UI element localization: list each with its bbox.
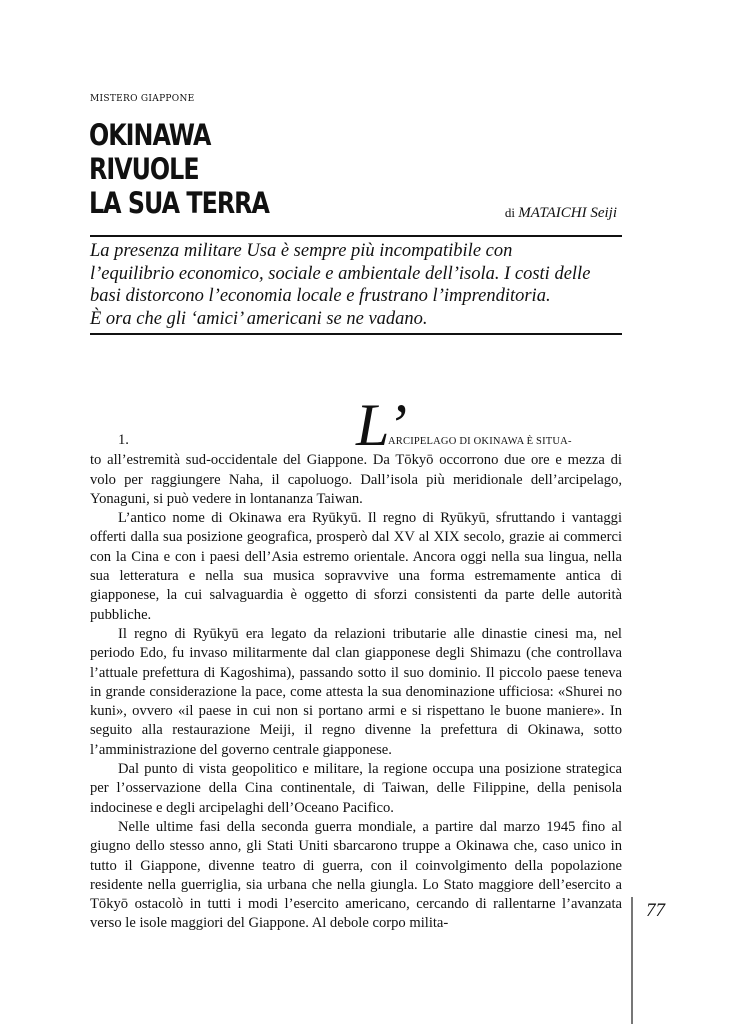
title-line-3: LA SUA TERRA <box>89 186 269 220</box>
lede-line: La presenza militare Usa è sempre più incompatibile con <box>90 241 513 261</box>
section-number: 1. <box>118 432 129 448</box>
lede-bottom-rule <box>90 333 622 335</box>
section-label: MISTERO GIAPPONE <box>90 94 195 104</box>
byline-prefix: di <box>504 205 516 220</box>
lede-top-rule <box>90 235 622 237</box>
lede-line: È ora che gli ‘amici’ americani se ne vadano. <box>90 308 428 329</box>
title-line-1: OKINAWA <box>89 118 211 152</box>
lede-line: basi distorcono l’economia locale e frustrano l’imprenditoria. <box>90 286 551 306</box>
title-line-2: RIVUOLE <box>89 152 199 186</box>
paragraph: L’antico nome di Okinawa era Ryūkyū. Il regno di Ryūkyū, sfruttando i vantaggi offerti dalla sua posizione geografica, prosperò dal XV al XIX secolo, grazie ai commerci con la Cina e con i paesi dell’Asia estremo orientale. Ancora oggi nella sua lingua, nella sua letteratura e nella sua musica sopravvive una forma estremamente antica di giapponese, la cui salvaguardia è oggetto di sforzi consistenti da parte delle autorità pubbliche. <box>90 510 622 623</box>
margin-rule <box>631 897 633 1024</box>
paragraph: Dal punto di vista geopolitico e militare, la regione occupa una posizione strategica per l’osservazione della Cina continentale, di Taiwan, delle Filippine, della penisola indocinese e degli arcipelaghi dell’Oceano Pacifico. <box>90 761 622 816</box>
paragraph: Il regno di Ryūkyū era legato da relazioni tributarie alle dinastie cinesi ma, nel periodo Edo, fu invaso militarmente dal clan giapponese degli Shimazu (che controllava l’attuale prefettura di Kagoshima), passando sotto il suo dominio. Il piccolo paese teneva in grande considerazione la pace, come attesta la sua denominazione ufficiosa: «Shurei no kuni», ovvero «il paese in cui non si portano armi e si rispettano le buone maniere». In seguito alla restaurazione Meiji, il regno divenne la prefettura di Okinawa, sotto l’amministrazione del governo centrale giapponese. <box>90 625 622 758</box>
page-number: 77 <box>646 900 665 921</box>
author-name: MATAICHI Seiji <box>518 205 617 221</box>
paragraph: to all’estremità sud-occidentale del Giappone. Da Tōkyō occorrono due ore e mezza di volo per raggiungere Naha, il capoluogo. Dall’isola più meridionale dell’arcipelago, Yonaguni, si può vedere in lontananza Taiwan. <box>90 452 622 507</box>
drop-cap: L’ <box>356 392 408 458</box>
paragraph: Nelle ultime fasi della seconda guerra mondiale, a partire dal marzo 1945 fino al giugno dello stesso anno, gli Stati Uniti sbarcarono truppe a Okinawa che, caso unico in tutto il Giappone, divenne teatro di guerra, con il coinvolgimento della popolazione residente nella guerriglia, sia urbana che nella giungla. Lo Stato maggiore dell’esercito a Tōkyō ostacolò in tutti i modi l’esercito americano, cercando di rallentarne l’avanzata verso le isole maggiori del Giappone. Al debole corpo milita- <box>90 818 622 932</box>
lede <box>90 240 630 330</box>
lede-line: l’equilibrio economico, sociale e ambientale dell’isola. I costi delle <box>90 263 591 284</box>
byline <box>505 205 617 222</box>
article-title <box>89 118 269 220</box>
first-line-smallcaps: ARCIPELAGO DI OKINAWA È SITUA- <box>388 436 572 447</box>
article-body <box>90 431 622 934</box>
first-line <box>90 431 622 451</box>
